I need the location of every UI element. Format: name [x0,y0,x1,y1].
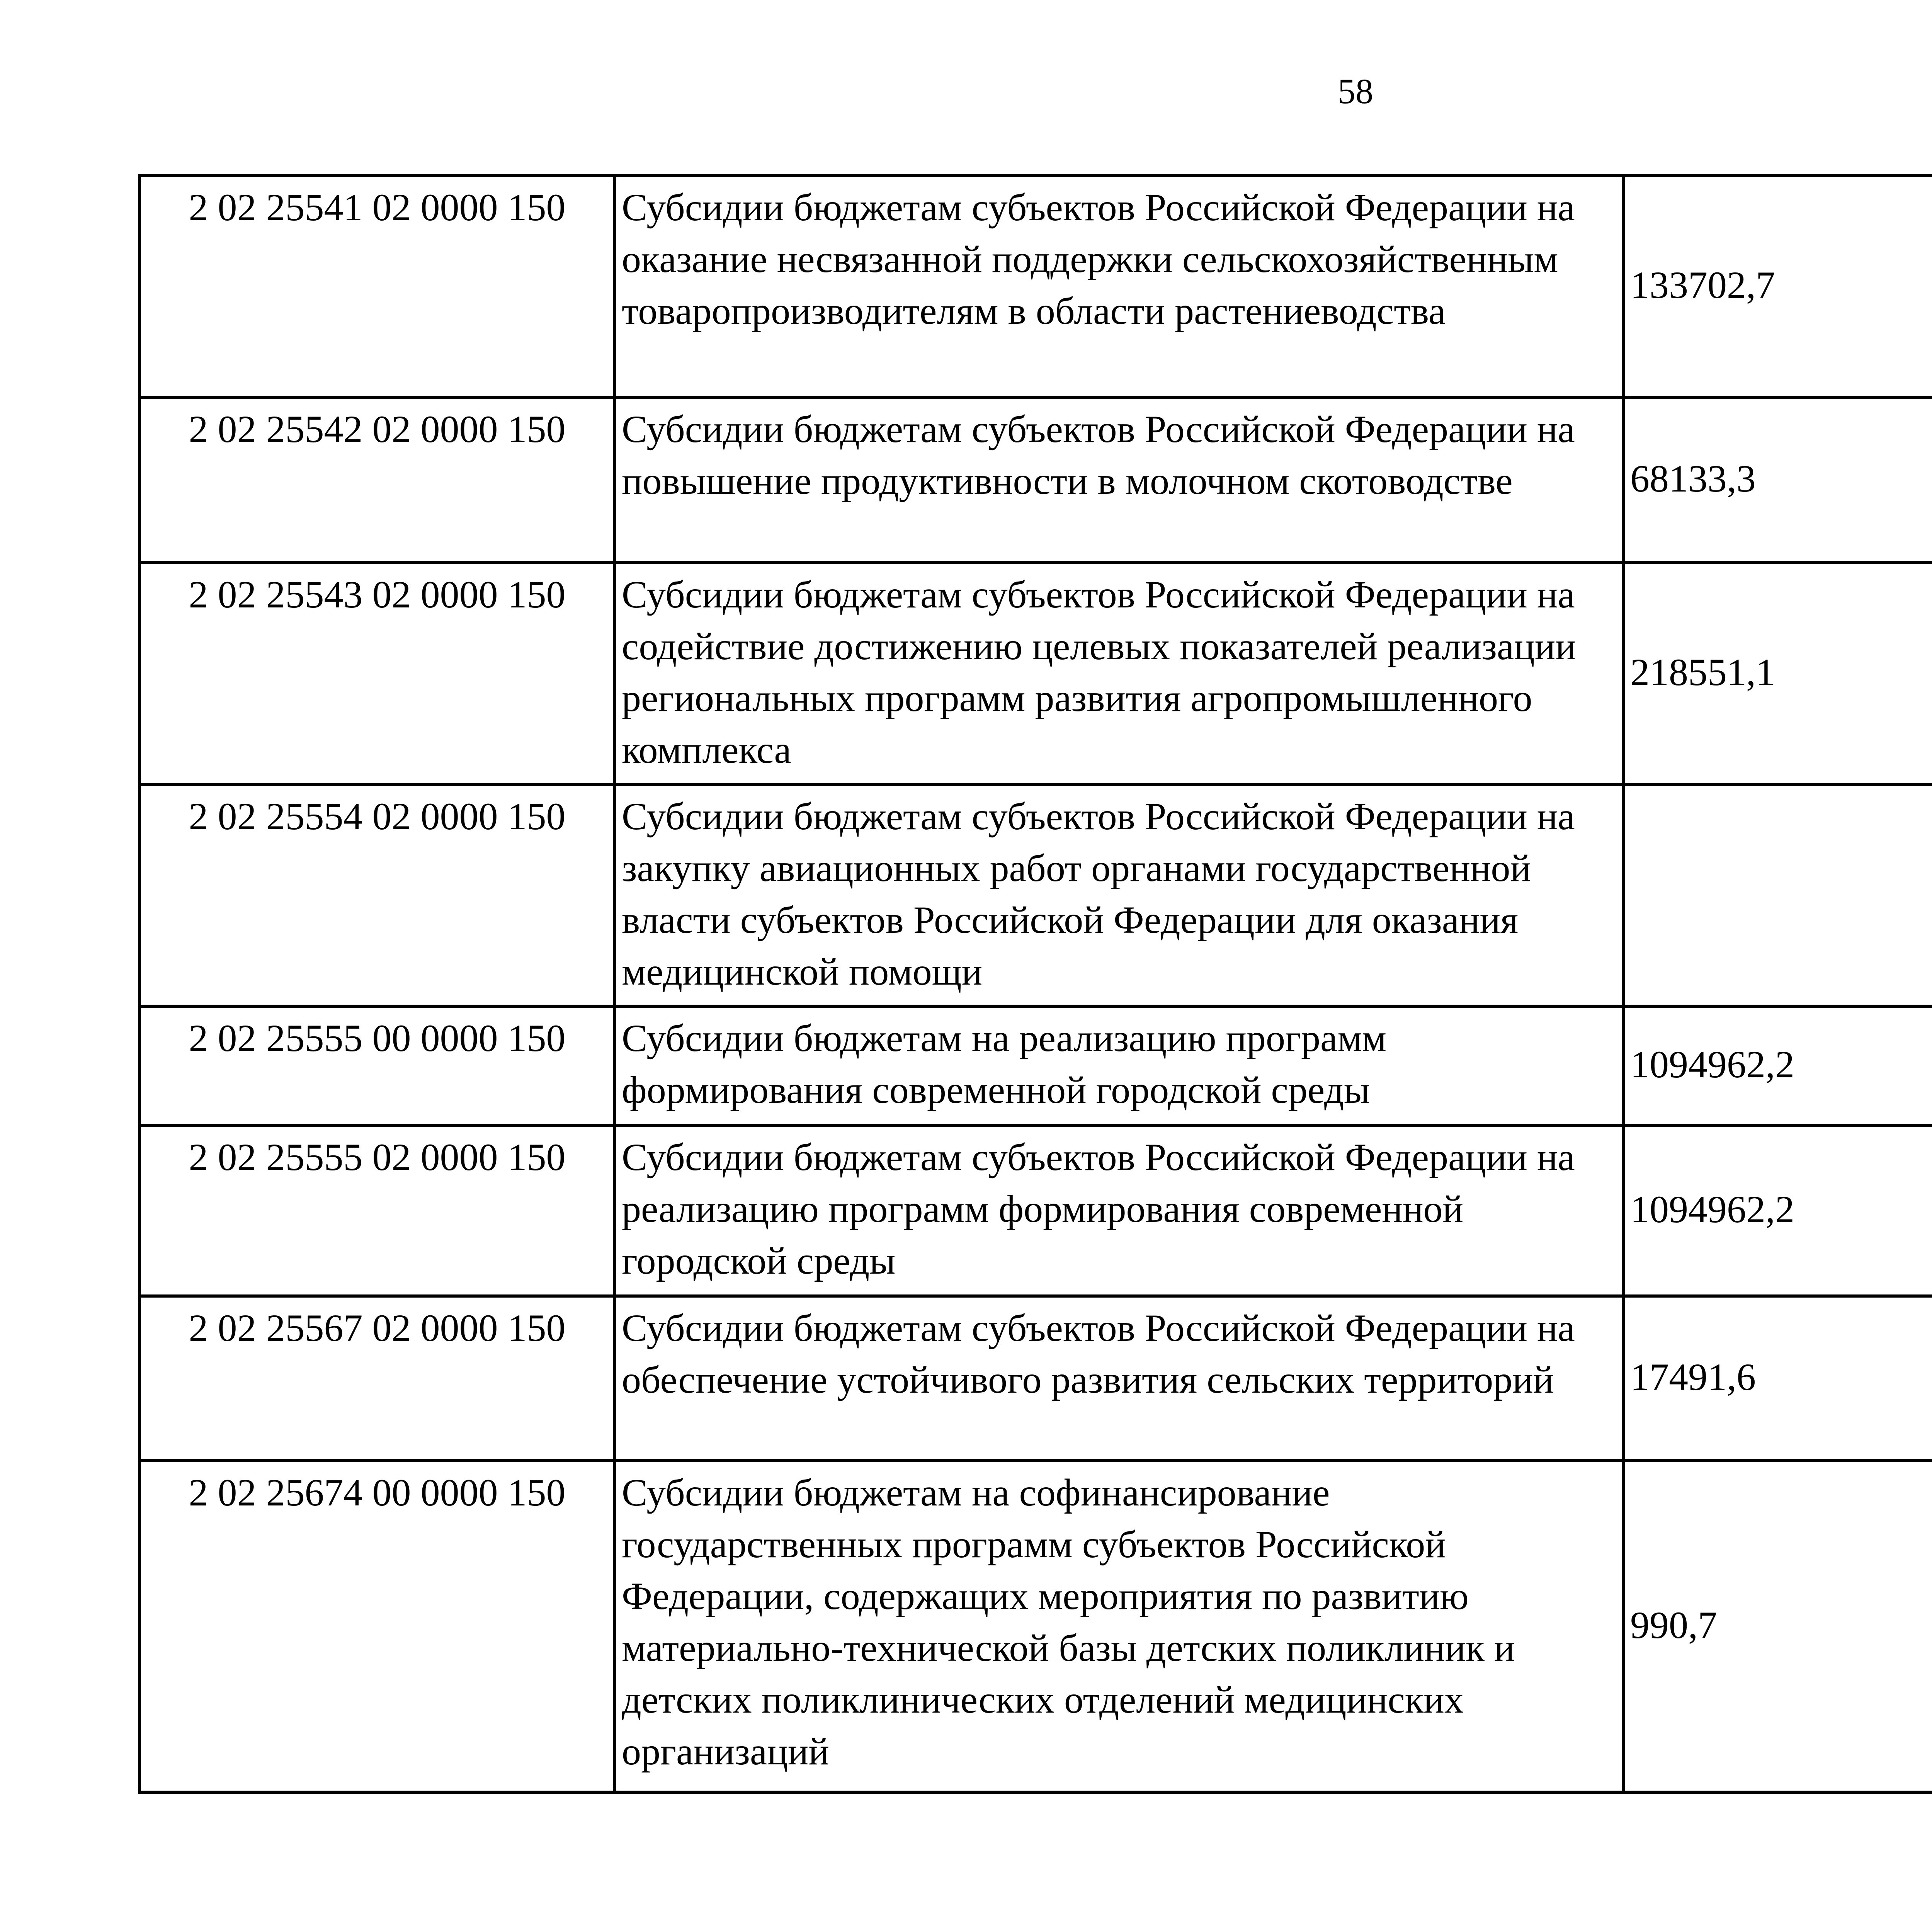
budget-code-cell: 2 02 25554 02 0000 150 [139,784,615,1006]
description-cell: Субсидии бюджетам на софинансирование государственных программ субъектов Российской Федерации, содержащих мероприятия по развитию материально-технической базы детских поликлиник и детских поликлинических отделений медицинских организаций [615,1461,1623,1792]
table-row [139,563,1932,784]
budget-code-cell: 2 02 25542 02 0000 150 [139,397,615,563]
page-number: 58 [1338,71,1373,111]
amount-cell-1: 990,7 [1623,1461,1932,1792]
amount-cell-1: 133702,7 [1623,175,1932,397]
description-cell: Субсидии бюджетам субъектов Российской Федерации на обеспечение устойчивого развития сельских территорий [615,1296,1623,1461]
table-row [139,1006,1932,1125]
budget-code-cell: 2 02 25674 00 0000 150 [139,1461,615,1792]
table-row [139,784,1932,1006]
table-body [139,175,1932,1792]
table-row [139,1461,1932,1792]
description-cell: Субсидии бюджетам субъектов Российской Федерации на повышение продуктивности в молочном скотоводстве [615,397,1623,563]
amount-cell-1 [1623,784,1932,1006]
description-cell: Субсидии бюджетам субъектов Российской Федерации на реализацию программ формирования современной городской среды [615,1125,1623,1296]
table-row [139,1296,1932,1461]
table-row [139,175,1932,397]
description-cell: Субсидии бюджетам субъектов Российской Федерации на содействие достижению целевых показателей реализации региональных программ развития агропромышленного комплекса [615,563,1623,784]
budget-code-cell: 2 02 25555 02 0000 150 [139,1125,615,1296]
description-cell: Субсидии бюджетам субъектов Российской Федерации на закупку авиационных работ органами государственной власти субъектов Российской Федерации для оказания медицинской помощи [615,784,1623,1006]
table-row [139,1125,1932,1296]
budget-table [138,174,1932,1794]
budget-code-cell: 2 02 25555 00 0000 150 [139,1006,615,1125]
table-row [139,397,1932,563]
amount-cell-1: 218551,1 [1623,563,1932,784]
budget-code-cell: 2 02 25541 02 0000 150 [139,175,615,397]
amount-cell-1: 1094962,2 [1623,1125,1932,1296]
description-cell: Субсидии бюджетам субъектов Российской Федерации на оказание несвязанной поддержки сельскохозяйственным товаропроизводителям в области растениеводства [615,175,1623,397]
amount-cell-1: 68133,3 [1623,397,1932,563]
amount-cell-1: 1094962,2 [1623,1006,1932,1125]
budget-code-cell: 2 02 25567 02 0000 150 [139,1296,615,1461]
description-cell: Субсидии бюджетам на реализацию программ формирования современной городской среды [615,1006,1623,1125]
amount-cell-1: 17491,6 [1623,1296,1932,1461]
budget-code-cell: 2 02 25543 02 0000 150 [139,563,615,784]
